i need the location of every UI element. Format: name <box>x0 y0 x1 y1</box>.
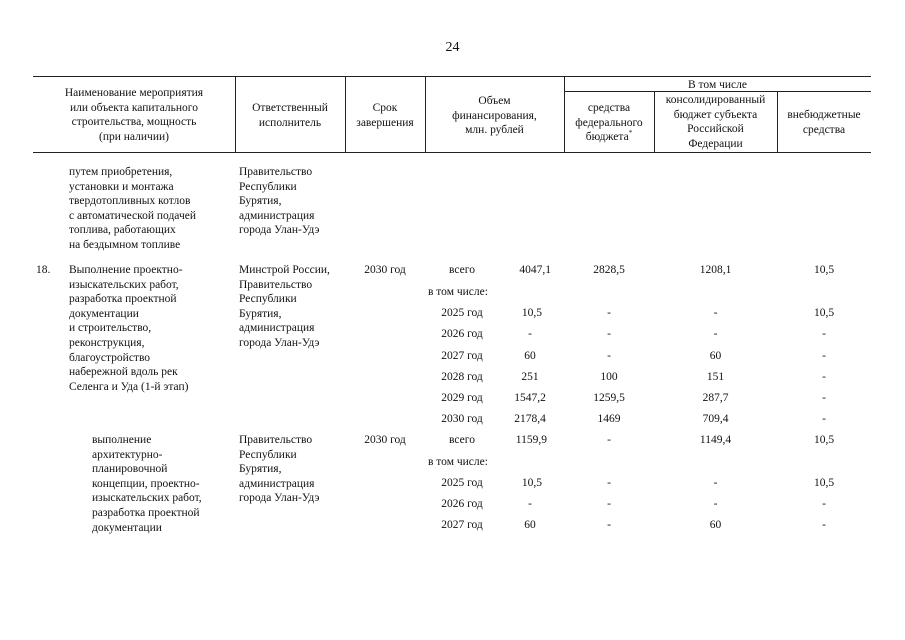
item18-subtotal-label: в том числе: <box>428 286 488 298</box>
subitem-executor: Правительство Республики Бурятия, администрация города Улан-Удэ <box>239 434 320 505</box>
item18-executor: Минстрой России, Правительство Республики Бурятия, администрация города Улан-Удэ <box>239 264 330 349</box>
subitem-deadline: 2030 год <box>364 434 406 446</box>
item18-regional: - <box>713 307 718 319</box>
item18-extra: 10,5 <box>813 264 835 276</box>
subitem-volume: 1159,9 <box>515 434 547 446</box>
item18-federal: 100 <box>600 371 618 383</box>
item18-number: 18. <box>36 264 51 276</box>
item18-volume: 2178,4 <box>514 413 546 425</box>
item18-volume: 1547,2 <box>514 392 546 404</box>
item18-extra: - <box>822 413 826 425</box>
item18-federal: 1469 <box>597 413 621 425</box>
header-extrabudget: внебюджетные средства <box>787 109 861 136</box>
col-divider <box>654 91 655 152</box>
item18-extra: - <box>822 392 826 404</box>
item18-federal: 2828,5 <box>593 264 625 276</box>
col-divider <box>777 91 778 152</box>
header-executor: Ответственный исполнитель <box>252 102 328 129</box>
header-deadline: Срок завершения <box>356 102 414 129</box>
item18-volume: 251 <box>521 371 539 383</box>
item18-regional: 287,7 <box>702 392 729 404</box>
subitem-federal: - <box>607 498 611 510</box>
item18-period: 2028 год <box>441 371 483 383</box>
subitem-regional: 1149,4 <box>699 434 732 446</box>
subitem-federal: - <box>607 519 611 531</box>
continuation-name: путем приобретения, установки и монтажа твердотопливных котлов с автоматической подачей топлива, работающих на бездымном топливе <box>69 166 196 251</box>
item18-period: 2025 год <box>441 307 483 319</box>
item18-federal: - <box>607 307 611 319</box>
item18-volume: - <box>528 328 532 340</box>
item18-volume: 10,5 <box>521 307 542 319</box>
subitem-federal: - <box>607 477 611 489</box>
page-number: 24 <box>445 40 460 55</box>
item18-period: 2026 год <box>441 328 483 340</box>
item18-name: Выполнение проектно- изыскательских работ, разработка проектной документации и строительство, реконструкция, благоустройство набережной вдоль рек Селенга и Уда (1-й этап) <box>69 264 189 393</box>
item18-extra: - <box>822 350 826 362</box>
item18-federal: - <box>607 350 611 362</box>
subitem-subtotal-label: в том числе: <box>428 456 488 468</box>
subitem-extra: - <box>822 519 826 531</box>
subitem-volume: - <box>528 498 532 510</box>
item18-federal: 1259,5 <box>593 392 625 404</box>
item18-regional: - <box>713 328 718 340</box>
item18-regional: 151 <box>706 371 725 383</box>
col-divider <box>564 76 565 152</box>
subitem-name: выполнение архитектурно- планировочной концепции, проектно- изыскательских работ, разработка проектной документации <box>92 434 202 534</box>
item18-volume: 4047,1 <box>519 264 551 276</box>
col-divider <box>345 76 346 152</box>
header-top-rule <box>33 76 871 77</box>
col-divider <box>425 76 426 152</box>
item18-federal: - <box>607 328 611 340</box>
col-divider <box>235 76 236 152</box>
subitem-volume: 60 <box>524 519 536 531</box>
subitem-period: всего <box>449 434 475 446</box>
subitem-regional: - <box>713 498 718 510</box>
item18-regional: 709,4 <box>702 413 729 425</box>
item18-period: 2030 год <box>441 413 483 425</box>
footnote-mark: * <box>628 129 633 138</box>
item18-deadline: 2030 год <box>364 264 406 276</box>
item18-period: 2027 год <box>441 350 483 362</box>
header-including: В том числе <box>688 79 747 91</box>
subitem-extra: - <box>822 498 826 510</box>
subitem-period: 2026 год <box>441 498 483 510</box>
continuation-executor: Правительство Республики Бурятия, администрация города Улан-Удэ <box>239 166 320 237</box>
subitem-regional: 60 <box>709 519 722 531</box>
item18-regional: 1208,1 <box>699 264 732 276</box>
header-bottom-rule <box>33 152 871 153</box>
item18-period: всего <box>449 264 475 276</box>
item18-regional: 60 <box>709 350 722 362</box>
subitem-period: 2027 год <box>441 519 483 531</box>
subitem-extra: 10,5 <box>813 477 835 489</box>
item18-extra: - <box>822 328 826 340</box>
header-federal <box>566 101 652 145</box>
item18-extra: 10,5 <box>813 307 835 319</box>
item18-volume: 60 <box>524 350 536 362</box>
item18-period: 2029 год <box>441 392 483 404</box>
header-name: Наименование мероприятия или объекта капитального строительства, мощность (при наличии) <box>64 87 204 143</box>
header-volume: Объем финансирования, млн. рублей <box>452 95 537 137</box>
subitem-volume: 10,5 <box>521 477 542 489</box>
subitem-extra: 10,5 <box>813 434 835 446</box>
subitem-regional: - <box>713 477 718 489</box>
subitem-federal: - <box>607 434 611 446</box>
item18-extra: - <box>822 371 826 383</box>
header-federal-text: средства федерального бюджета <box>575 102 643 144</box>
subitem-period: 2025 год <box>441 477 483 489</box>
header-regional: консолидированный бюджет субъекта Российской Федерации <box>665 94 766 150</box>
